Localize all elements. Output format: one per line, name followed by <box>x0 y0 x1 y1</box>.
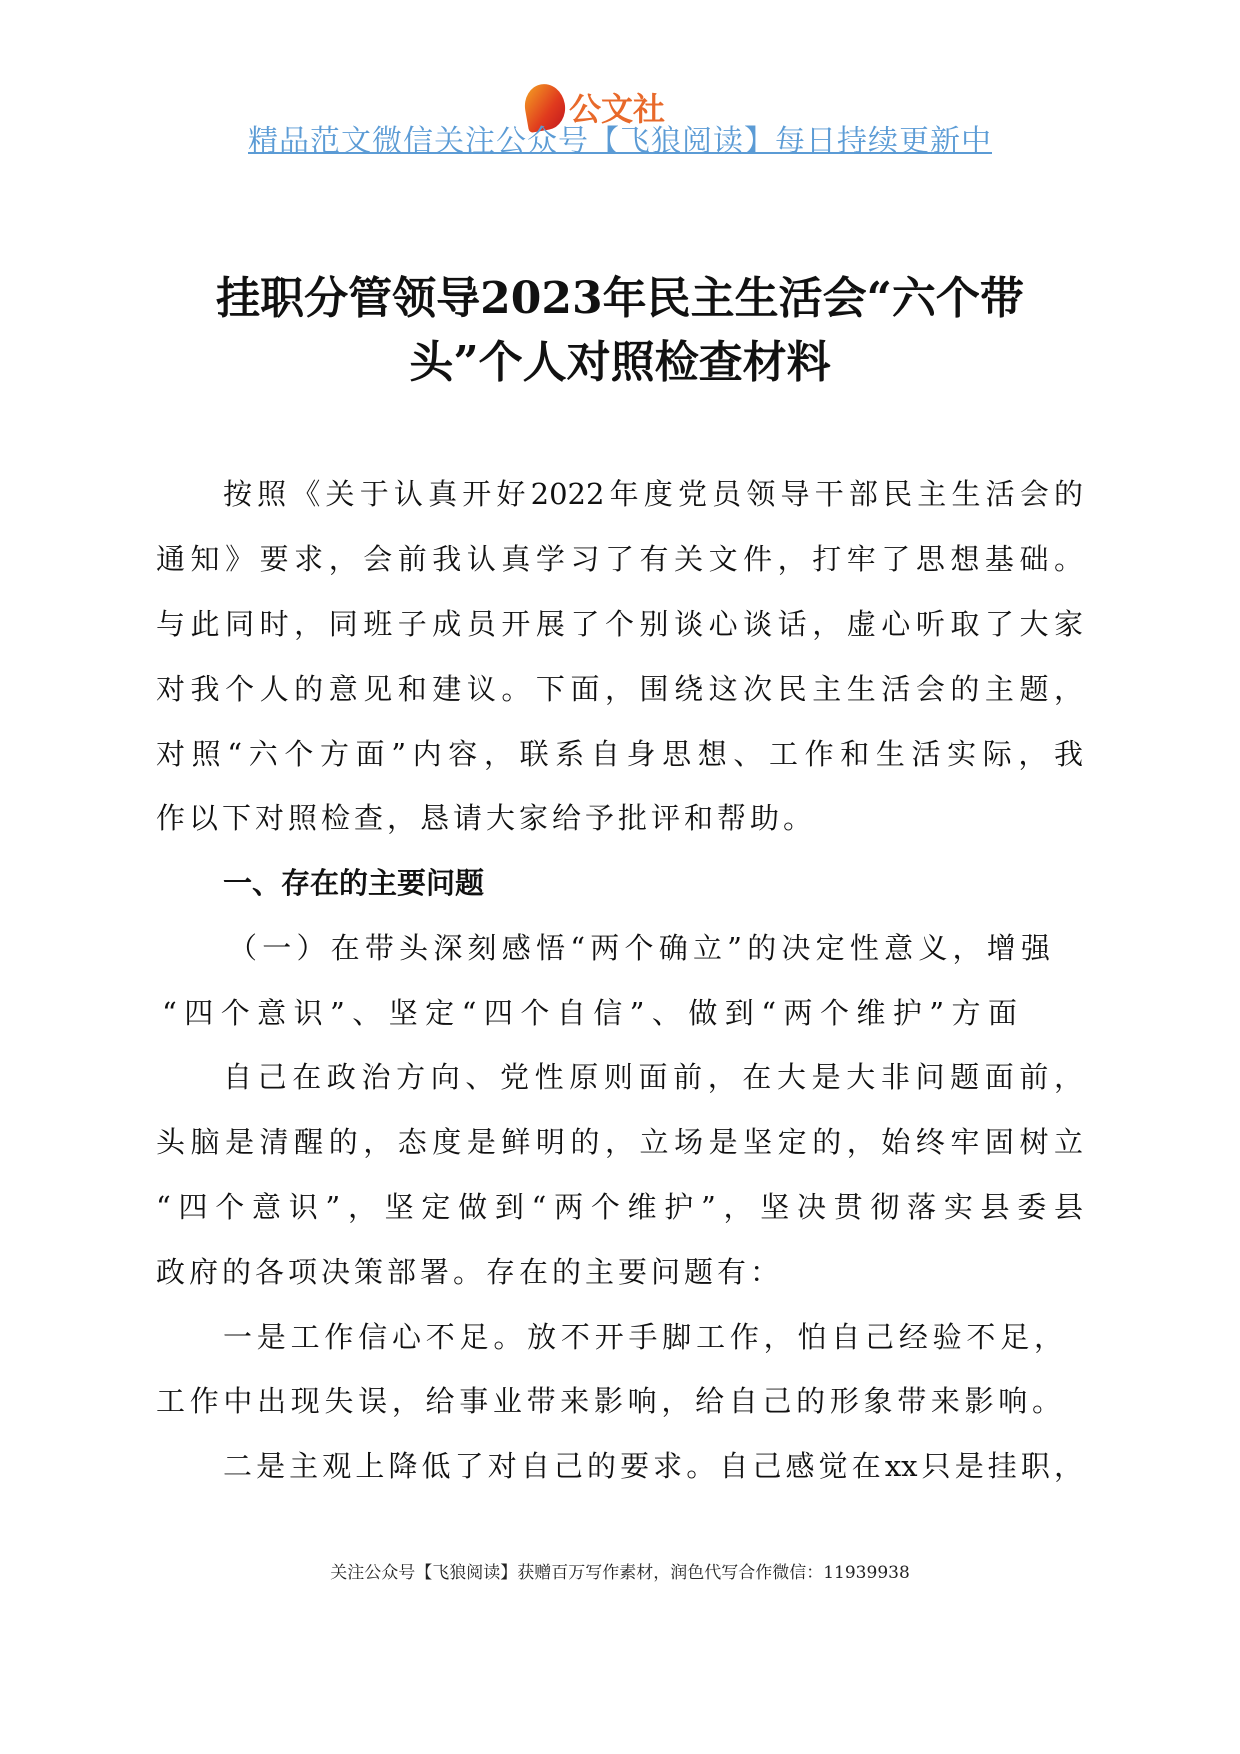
body-line: 对照“六个方面”内容，联系自身思想、工作和生活实际，我 <box>156 737 1083 771</box>
section-heading: 一、存在的主要问题 <box>223 866 485 900</box>
subsection-heading: （一）在带头深刻感悟“两个确立”的决定性意义，增强 <box>228 931 1050 965</box>
document-title-line-1: 挂职分管领导2023年民主生活会“六个带 <box>216 273 1024 324</box>
logo-text: 公文社 <box>569 90 666 128</box>
body-line: “四个意识”，坚定做到“两个维护”，坚决贯彻落实县委县 <box>156 1190 1083 1224</box>
subsection-heading: “四个意识”、坚定“四个自信”、做到“两个维护”方面 <box>162 996 1017 1030</box>
body-line: 对我个人的意见和建议。下面，围绕这次民主生活会的主题， <box>156 672 1083 706</box>
body-line: 政府的各项决策部署。存在的主要问题有： <box>156 1255 784 1289</box>
body-line: 工作中出现失误，给事业带来影响，给自己的形象带来影响。 <box>156 1384 1061 1418</box>
document-title-line-2: 头”个人对照检查材料 <box>409 337 831 388</box>
body-line: 头脑是清醒的，态度是鲜明的，立场是坚定的，始终牢固树立 <box>156 1125 1083 1159</box>
body-line: 二是主观上降低了对自己的要求。自己感觉在xx只是挂职， <box>223 1449 1083 1483</box>
page-footer: 关注公众号【飞狼阅读】获赠百万写作素材，润色代写合作微信：11939938 <box>330 1563 910 1583</box>
body-line: 通知》要求，会前我认真学习了有关文件，打牢了思想基础。 <box>156 542 1083 576</box>
body-line: 作以下对照检查，恳请大家给予批评和帮助。 <box>156 801 817 835</box>
body-line: 与此同时，同班子成员开展了个别谈心谈话，虚心听取了大家 <box>156 607 1083 641</box>
body-line: 一是工作信心不足。放不开手脚工作，怕自己经验不足， <box>223 1320 1063 1354</box>
body-line: 自己在政治方向、党性原则面前，在大是大非问题面前， <box>223 1060 1083 1094</box>
header-promo-link[interactable]: 精品范文微信关注公众号【飞狼阅读】每日持续更新中 <box>248 124 992 159</box>
body-line: 按照《关于认真开好2022年度党员领导干部民主生活会的 <box>223 477 1083 511</box>
